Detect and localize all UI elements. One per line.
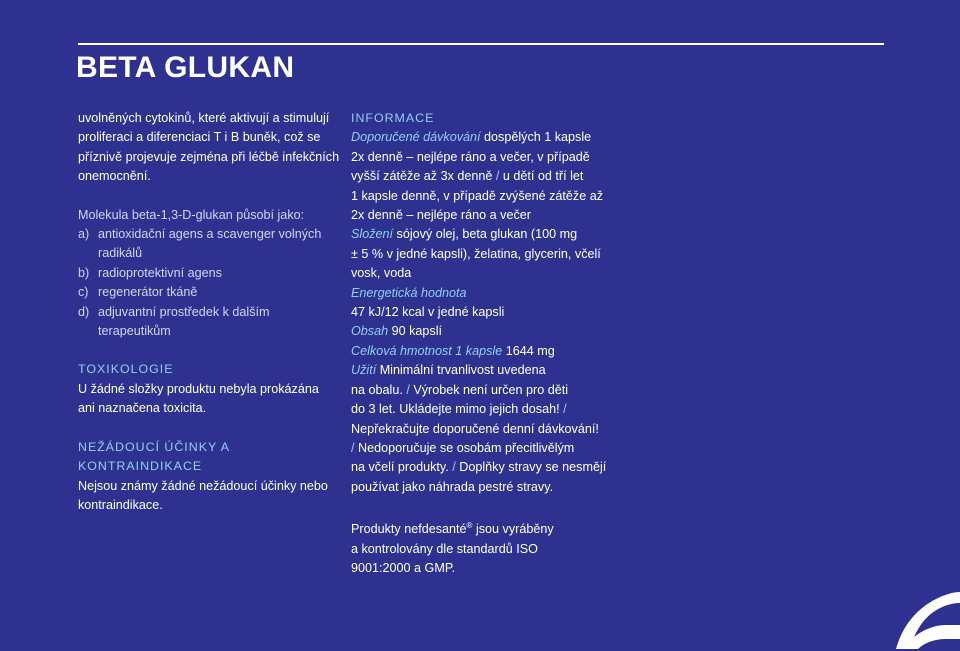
content-line (351, 322, 626, 341)
slash-separator: / (452, 460, 456, 475)
use-line: používat jako náhrada pestré stravy. (351, 479, 554, 494)
registered-mark: ® (466, 521, 473, 531)
molecule-line: Molekula beta-1,3-D-glukan působí jako: (78, 207, 305, 222)
use-line (351, 400, 626, 419)
composition-line (351, 225, 626, 244)
list-item (78, 303, 340, 322)
top-rule (78, 43, 884, 45)
weight-value: 1644 mg (505, 343, 555, 358)
dosage-line (351, 128, 626, 147)
left-column (78, 109, 340, 515)
list-item (78, 225, 340, 244)
dosage-line: 2x denně – nejlépe ráno a večer (351, 208, 531, 223)
side-effects-heading: NEŽÁDOUCÍ ÚČINKY A KONTRAINDIKACE (78, 439, 230, 474)
content-value: 90 kapslí (391, 324, 443, 339)
use-text: Minimální trvanlivost uvedena (379, 363, 546, 378)
right-column (351, 109, 626, 579)
dosage-text: vyšší zátěže až 3x denně (351, 169, 493, 184)
composition-text: sójový olej, beta glukan (100 mg (396, 227, 578, 242)
slash-separator: / (406, 382, 410, 397)
use-line (351, 458, 626, 477)
item-text: radikálů (98, 246, 143, 261)
use-label: Užití (351, 363, 377, 378)
slash-separator: / (351, 440, 355, 455)
intro-line: proliferaci a diferenciaci T i B buněk, což se (78, 130, 321, 145)
item-text: terapeutikům (98, 324, 171, 339)
side-effects-line: Nejsou známy žádné nežádoucí účinky nebo (78, 478, 328, 493)
page-title: BETA GLUKAN (76, 51, 295, 84)
item-text: antioxidační agens a scavenger volných (98, 227, 322, 242)
use-text: na obalu. (351, 382, 403, 397)
use-text: Výrobek není určen pro děti (413, 382, 569, 397)
composition-label: Složení (351, 227, 394, 242)
dosage-text: u dětí od tří let (502, 169, 584, 184)
producer-line: a kontrolovány dle standardů ISO (351, 541, 538, 556)
list-item (78, 264, 340, 283)
item-text: adjuvantní prostředek k dalším (98, 304, 270, 319)
slash-separator: / (563, 402, 567, 417)
use-line (351, 439, 626, 458)
item-marker: a) (78, 227, 90, 242)
item-marker: d) (78, 304, 90, 319)
weight-line (351, 342, 626, 361)
composition-line: vosk, voda (351, 266, 412, 281)
use-text: do 3 let. Ukládejte mimo jejich dosah! (351, 402, 560, 417)
item-text: regenerátor tkáně (98, 285, 198, 300)
item-text: radioprotektivní agens (98, 265, 222, 280)
producer-line (351, 516, 626, 540)
toxicology-line: ani naznačena toxicita. (78, 401, 207, 416)
dosage-text: dospělých 1 kapsle (484, 130, 592, 145)
intro-line: příznivě projevuje zejména při léčbě infekčních (78, 149, 340, 164)
content-label: Obsah (351, 324, 389, 339)
info-heading: INFORMACE (351, 111, 435, 125)
use-text: na včelí produkty. (351, 460, 449, 475)
brand-logo-icon (890, 581, 960, 651)
slash-separator: / (495, 169, 500, 184)
toxicology-heading: TOXIKOLOGIE (78, 362, 174, 377)
use-line: Nepřekračujte doporučené denní dávkování! (351, 421, 599, 436)
energy-value: 47 kJ/12 kcal v jedné kapsli (351, 305, 505, 320)
list-item-continued (78, 322, 340, 341)
list-item-continued (78, 244, 340, 263)
producer-line: 9001:2000 a GMP. (351, 561, 456, 576)
use-line (351, 361, 626, 380)
use-line (351, 381, 626, 400)
producer-text: Produkty nefdesanté (351, 522, 467, 537)
toxicology-line: U žádné složky produktu nebyla prokázána (78, 381, 319, 396)
dosage-line: 1 kapsle denně, v případě zvýšené zátěže až (351, 188, 604, 203)
dosage-line: 2x denně – nejlépe ráno a večer, v případě (351, 149, 590, 164)
item-marker: b) (78, 265, 90, 280)
dosage-label: Doporučené dávkování (351, 130, 481, 145)
intro-line: uvolněných cytokinů, které aktivují a stimulují (78, 111, 330, 125)
producer-text: jsou vyráběny (475, 522, 554, 537)
use-text: Doplňky stravy se nesmějí (459, 460, 607, 475)
weight-label: Celková hmotnost 1 kapsle (351, 343, 503, 358)
side-effects-line: kontraindikace. (78, 497, 163, 512)
intro-line: onemocnění. (78, 169, 151, 184)
use-text: Nedoporučuje se osobám přecitlivělým (358, 440, 575, 455)
dosage-line (351, 167, 626, 186)
list-item (78, 283, 340, 302)
composition-line: ± 5 % v jedné kapsli), želatina, glycerin, včelí (351, 246, 601, 261)
item-marker: c) (78, 285, 89, 300)
energy-label: Energetická hodnota (351, 285, 467, 300)
